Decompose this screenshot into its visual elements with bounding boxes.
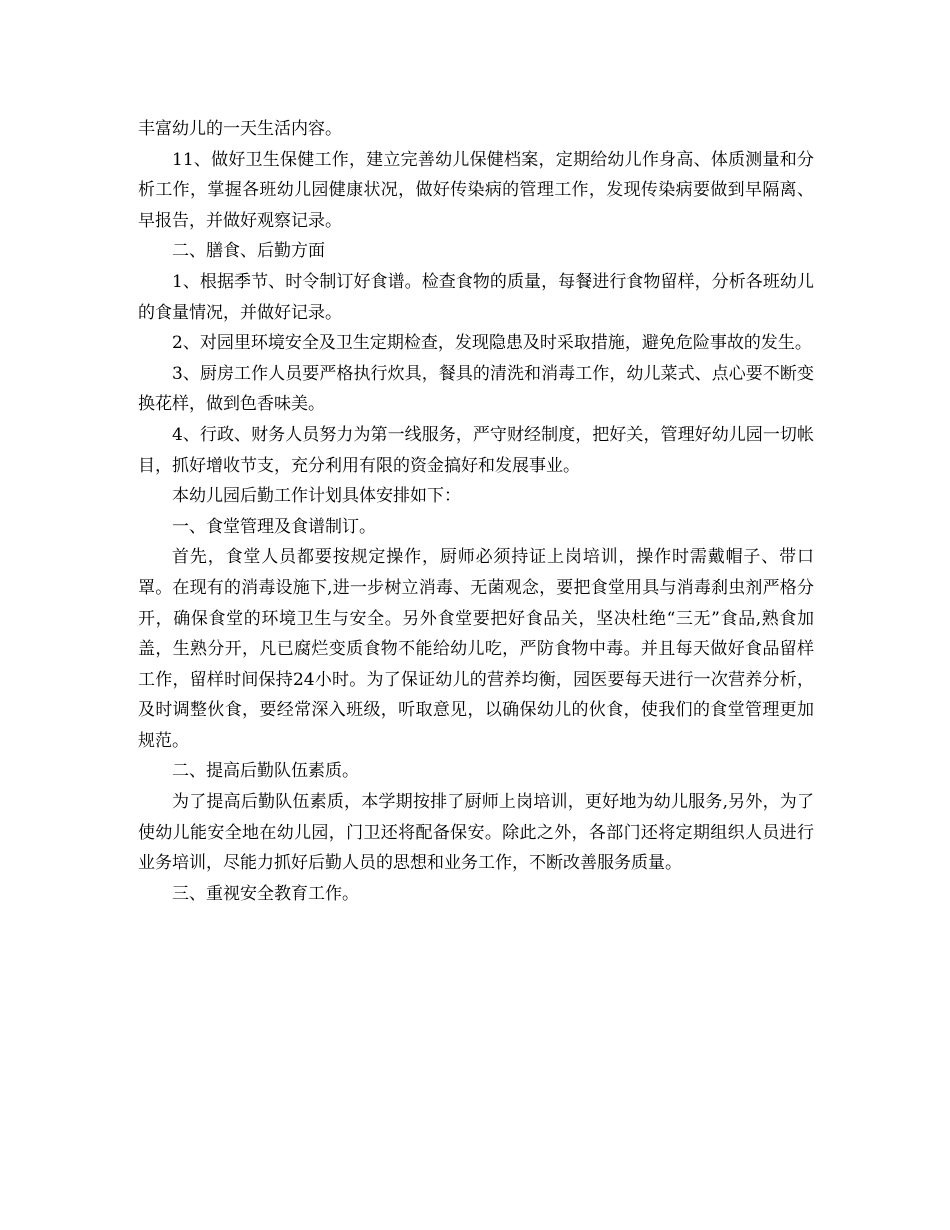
section-heading-canteen: 一、食堂管理及食谱制订。 xyxy=(172,516,376,537)
paragraph-item-3: 3、厨房工作人员要严格执行炊具，餐具的清洗和消毒工作，幼儿菜式、点心要不断变换花样，做到色香味美。 xyxy=(138,363,814,415)
paragraph-item-4: 4、行政、财务人员努力为第一线服务，严守财经制度，把好关，管理好幼儿园一切帐目，抓好增收节支，充分利用有限的资金搞好和发展事业。 xyxy=(138,424,814,476)
section-heading-staff-quality: 二、提高后勤队伍素质。 xyxy=(172,761,359,782)
section-heading-safety: 三、重视安全教育工作。 xyxy=(172,883,359,904)
section-heading-catering: 二、膳食、后勤方面 xyxy=(172,241,325,262)
paragraph-canteen-details: 首先，食堂人员都要按规定操作，厨师必须持证上岗培训，操作时需戴帽子、带口罩。在现有的消毒设施下,进一步树立消毒、无菌观念，要把食堂用具与消毒刹虫剂严格分开，确保食堂的环境卫生与安全。另外食堂要把好食品关，坚决杜绝“三无”食品,熟食加盖，生熟分开，凡已腐烂变质食物不能给幼儿吃，严防食物中毒。并且每天做好食品留样工作，留样时间保持24小时。为了保证幼儿的营养均衡，园医要每天进行一次营养分析，及时调整伙食，要经常深入班级，听取意见，以确保幼儿的伙食，使我们的食堂管理更加规范。 xyxy=(138,547,814,751)
plan-intro: 本幼儿园后勤工作计划具体安排如下： xyxy=(172,486,461,507)
document-body xyxy=(138,114,814,909)
paragraph-item-11: 11、做好卫生保健工作，建立完善幼儿保健档案，定期给幼儿作身高、体质测量和分析工作，掌握各班幼儿园健康状况，做好传染病的管理工作，发现传染病要做到早隔离、早报告，并做好观察记录。 xyxy=(138,149,814,231)
paragraph-item-1: 1、根据季节、时令制订好食谱。检查食物的质量，每餐进行食物留样，分析各班幼儿的食量情况，并做好记录。 xyxy=(138,271,814,323)
paragraph-item-2: 2、对园里环境安全及卫生定期检查，发现隐患及时采取措施，避免危险事故的发生。 xyxy=(172,333,812,354)
paragraph-staff-quality: 为了提高后勤队伍素质，本学期按排了厨师上岗培训，更好地为幼儿服务,另外，为了使幼儿能安全地在幼儿园，门卫还将配备保安。除此之外，各部门还将定期组织人员进行业务培训，尽能力抓好后勤人员的思想和业务工作，不断改善服务质量。 xyxy=(138,792,814,874)
paragraph-continuation: 丰富幼儿的一天生活内容。 xyxy=(138,119,342,139)
